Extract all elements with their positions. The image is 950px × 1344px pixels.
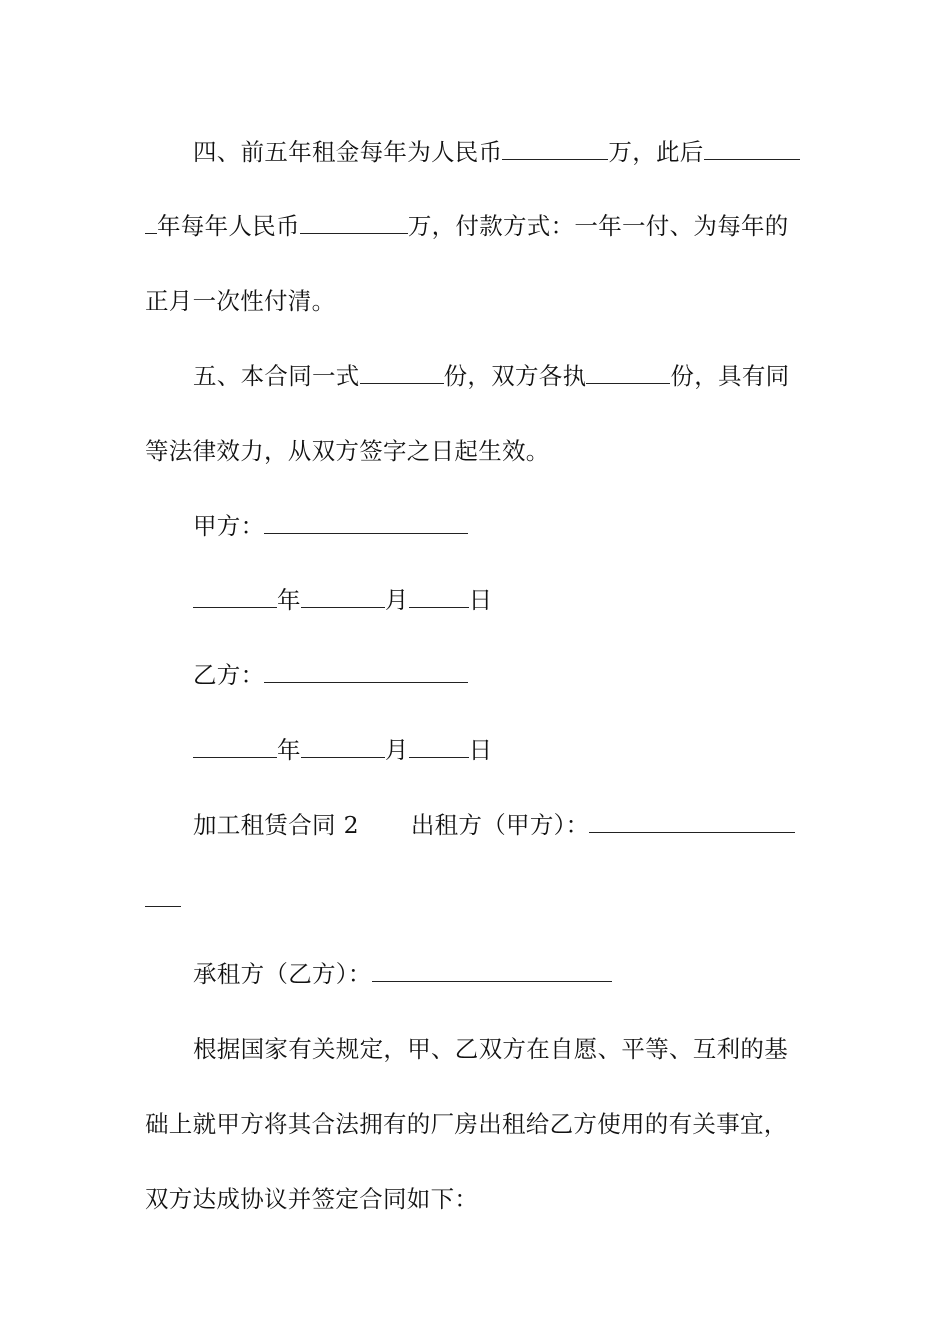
clause-4-rent-text: 四、前五年租金每年为人民币 [193,138,503,166]
clause-4-yearly-text: 年每年人民币 [157,212,300,240]
clause-4-line-1 [145,137,855,167]
clause-4-payment-text: 万，付款方式：一年一付、为每年的 [407,212,789,240]
later-rent-amount-blank [300,211,408,234]
party-b-month-blank [301,735,385,758]
party-a-year-blank [193,585,277,608]
lessee-label: 承租方（乙方）： [193,960,372,988]
preamble-line-1 [145,1034,855,1064]
contract-2-title: 加工租赁合同 2 [193,811,359,839]
day-label: 日 [468,736,493,764]
clause-5-line-2 [145,436,807,466]
party-a-month-blank [301,585,385,608]
contract-2-heading-line [145,810,855,840]
year-label: 年 [277,586,301,614]
party-a-signature-line [145,511,855,541]
party-a-signature-blank [264,511,468,534]
lessor-name-blank [589,810,795,833]
year-label: 年 [277,736,301,764]
party-a-day-blank [409,585,469,608]
copies-count-blank [360,361,444,384]
clause-5-effect-text: 等法律效力，从双方签字之日起生效。 [145,437,550,465]
rent-amount-blank [502,137,608,160]
party-a-date-line [145,585,855,615]
clause-5-each-text: 份，双方各执 [443,362,587,390]
clause-4-payment-end-text: 正月一次性付清。 [145,287,336,315]
party-b-signature-blank [264,660,468,683]
month-label: 月 [384,736,409,764]
preamble-text-2: 础上就甲方将其合法拥有的厂房出租给乙方使用的有关事宜， [145,1110,788,1138]
preamble-line-2 [145,1109,807,1139]
day-label: 日 [468,586,493,614]
party-b-signature-line [145,660,855,690]
clause-4-line-3 [145,286,807,316]
years-after-blank-continued [145,211,157,234]
lessor-name-blank-continued [145,884,181,907]
party-a-label: 甲方： [193,512,265,540]
lessor-label: 出租方（甲方）： [410,811,590,839]
preamble-text-3: 双方达成协议并签定合同如下： [145,1185,479,1213]
clause-5-copies-text: 五、本合同一式 [193,362,360,390]
clause-5-validity-text: 份，具有同 [670,362,790,390]
party-b-year-blank [193,735,277,758]
clause-4-after-text: 万，此后 [608,138,704,166]
preamble-text-1: 根据国家有关规定，甲、乙双方在自愿、平等、互利的基 [193,1035,788,1063]
clause-4-line-2 [145,211,807,241]
party-b-day-blank [409,735,469,758]
years-after-blank [704,137,800,160]
party-b-label: 乙方： [193,661,265,689]
lessor-blank-continued-line [145,884,807,914]
preamble-line-3 [145,1184,807,1214]
lessee-line [145,959,855,989]
month-label: 月 [384,586,409,614]
lessee-name-blank [372,959,612,982]
clause-5-line-1 [145,361,855,391]
each-party-copies-blank [586,361,670,384]
party-b-date-line [145,735,855,765]
